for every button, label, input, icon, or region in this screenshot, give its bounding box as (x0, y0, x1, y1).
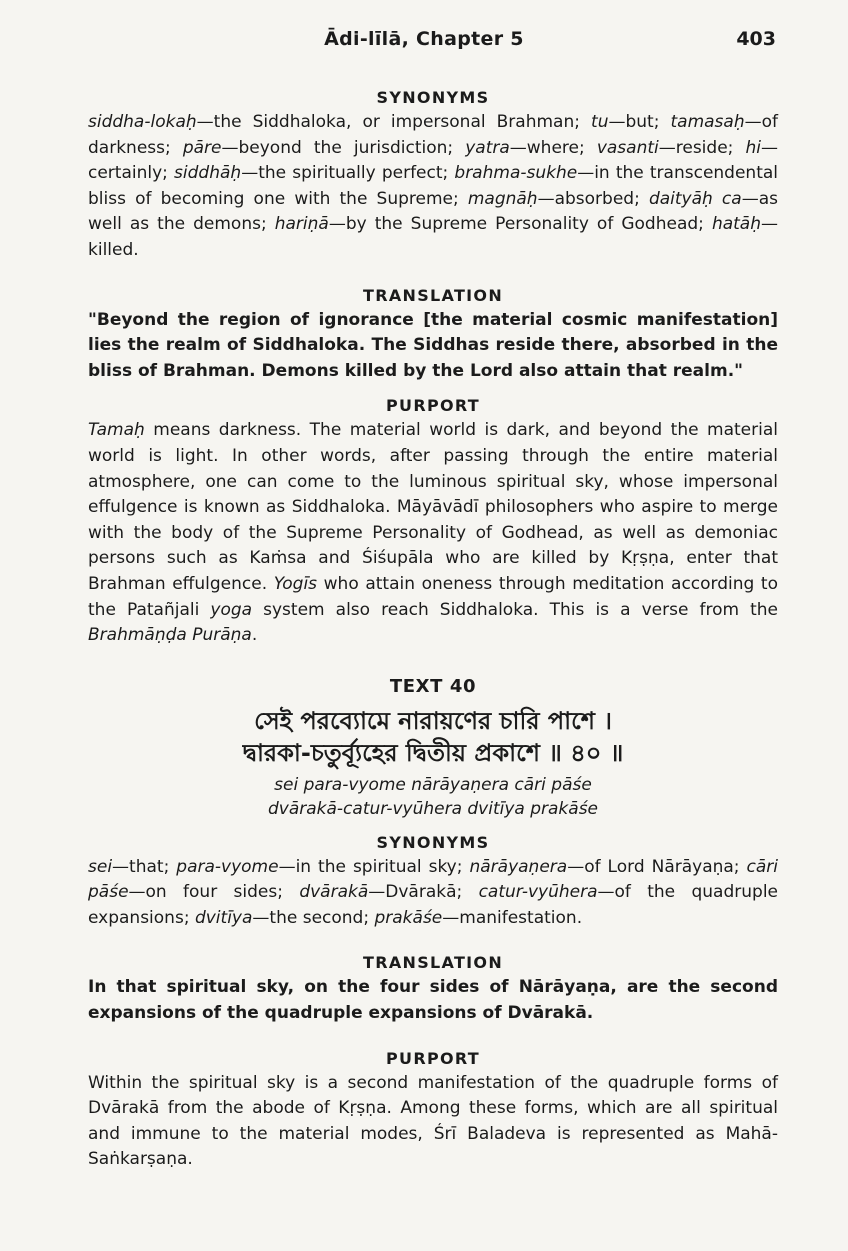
synonym-word: para-vyome (176, 856, 279, 877)
synonym-word: tu (591, 112, 609, 132)
synonym-meaning: —certainly; (88, 137, 778, 184)
synonym-meaning: —beyond the jurisdiction; (221, 137, 466, 158)
purport-heading: PURPORT (386, 396, 480, 416)
purport-heading-2: PURPORT (386, 1048, 480, 1068)
synonym-word: hariṇā (274, 214, 329, 235)
translation-heading: TRANSLATION (362, 285, 504, 305)
synonym-word: sei (88, 856, 113, 877)
purport-paragraph-2: Within the spiritual sky is a second manifestation of the quadruple forms of Dvārakā from the abode of Kṛṣṇa. Among these forms, which are all spiritual and immune to the material modes, Śrī Baladeva is represented as Mahā-Saṅkarṣaṇa. (88, 1072, 778, 1170)
synonym-meaning: —of Lord Nārāyaṇa; (567, 856, 747, 877)
synonym-word: siddha-lokaḥ (88, 112, 197, 132)
synonym-word: nārāyaṇera (469, 856, 568, 877)
text-number-heading: TEXT 40 (389, 675, 477, 697)
synonym-word: brahma-sukhe (454, 163, 578, 184)
synonym-meaning: —in the spiritual sky; (278, 856, 470, 877)
synonym-meaning: —Dvārakā; (368, 882, 479, 903)
synonym-word: pāre (182, 137, 222, 158)
page-number: 403 (736, 28, 776, 50)
synonym-meaning: —where; (509, 137, 597, 158)
synonym-word: tamasaḥ (670, 112, 745, 132)
synonyms-heading-2: SYNONYMS (376, 832, 490, 852)
translation-paragraph-2: In that spiritual sky, on the four sides of Nārāyaṇa, are the second expansions of the quadruple expansions of Dvārakā. (88, 977, 778, 1024)
bengali-verse-line-2: দ্বারকা-চতুর্ব্যূহের দ্বিতীয় প্রকাশে ॥ ৪০ ॥ (242, 738, 624, 767)
transliteration-line-1: sei para-vyome nārāyaṇera cāri pāśe (274, 774, 592, 795)
page-header (0, 28, 848, 58)
purport-term: Tamaḥ (88, 420, 145, 441)
synonym-word: vasanti (596, 137, 659, 158)
page-content (88, 86, 778, 1173)
synonym-word: yatra (465, 137, 510, 158)
synonym-meaning: —the spiritually perfect; (241, 163, 455, 184)
translation-heading-2: TRANSLATION (362, 953, 504, 973)
synonym-word: hatāḥ (711, 214, 762, 235)
synonym-word: magnāḥ (467, 188, 538, 209)
synonym-meaning: —killed. (88, 214, 779, 260)
purport-term: Yogīs (273, 573, 318, 594)
synonym-meaning: —of the quadruple expansions; (88, 882, 778, 928)
synonym-meaning: —in the transcendental bliss of becoming one with the Supreme; (88, 163, 779, 209)
synonym-meaning: —the second; (252, 907, 375, 928)
synonym-meaning: —by the Supreme Personality of Godhead; (328, 214, 712, 235)
synonym-meaning: —as well as the demons; (88, 188, 778, 235)
purport-paragraph (88, 418, 778, 648)
bengali-verse-line-1: সেই পরব্যোমে নারায়ণের চারি পাশে । (254, 706, 612, 735)
synonym-word: dvitīya (194, 907, 253, 928)
synonym-meaning: —on four sides; (128, 882, 300, 903)
synonyms-paragraph (88, 110, 778, 264)
synonym-word: hi (745, 137, 761, 158)
synonym-meaning: —absorbed; (537, 188, 649, 209)
synonym-word: cāri pāśe (88, 856, 779, 903)
purport-text: . (251, 625, 258, 646)
synonyms-paragraph-2 (88, 855, 778, 932)
synonyms-heading: SYNONYMS (376, 88, 490, 107)
synonym-word: catur-vyūhera (478, 882, 598, 903)
synonym-word: daityāḥ ca (648, 188, 742, 209)
synonym-meaning: —the Siddhaloka, or impersonal Brahman; (196, 112, 592, 132)
purport-text: means darkness. The material world is dark, and beyond the material world is light. In other words, after passing through the entire material atmosphere, one can come to the luminous spiritual sky, whose impersonal effulgence is known as Siddhaloka. Māyāvādī philosophers who aspire to merge with the body of the Supreme Personality of Godhead, as well as demoniac persons such as Kaṁsa and Śiśupāla who are killed by Kṛṣṇa, enter that Brahman effulgence. (88, 420, 778, 594)
purport-text: who attain oneness through meditation according to the Patañjali (88, 573, 778, 620)
synonym-word: siddhāḥ (174, 163, 242, 184)
purport-term: yoga (210, 599, 253, 620)
translation-paragraph: "Beyond the region of ignorance [the material cosmic manifestation] lies the realm of Siddhaloka. The Siddhas reside there, absorbed in the bliss of Brahman. Demons killed by the Lord also attain that realm." (88, 309, 778, 381)
synonym-word: dvārakā (299, 882, 369, 903)
purport-text: system also reach Siddhaloka. This is a verse from the (252, 599, 778, 620)
synonym-meaning: —of darkness; (88, 112, 778, 158)
running-head: Ādi-līlā, Chapter 5 (324, 28, 524, 50)
synonym-meaning: —reside; (658, 137, 746, 158)
transliteration-line-2: dvārakā-catur-vyūhera dvitīya prakāśe (267, 798, 599, 819)
synonym-word: prakāśe (374, 907, 443, 928)
purport-book-title: Brahmāṇḍa Purāṇa (88, 625, 252, 646)
synonym-meaning: —that; (112, 856, 177, 877)
synonym-meaning: —manifestation. (442, 907, 583, 928)
synonym-meaning: —but; (608, 112, 671, 132)
